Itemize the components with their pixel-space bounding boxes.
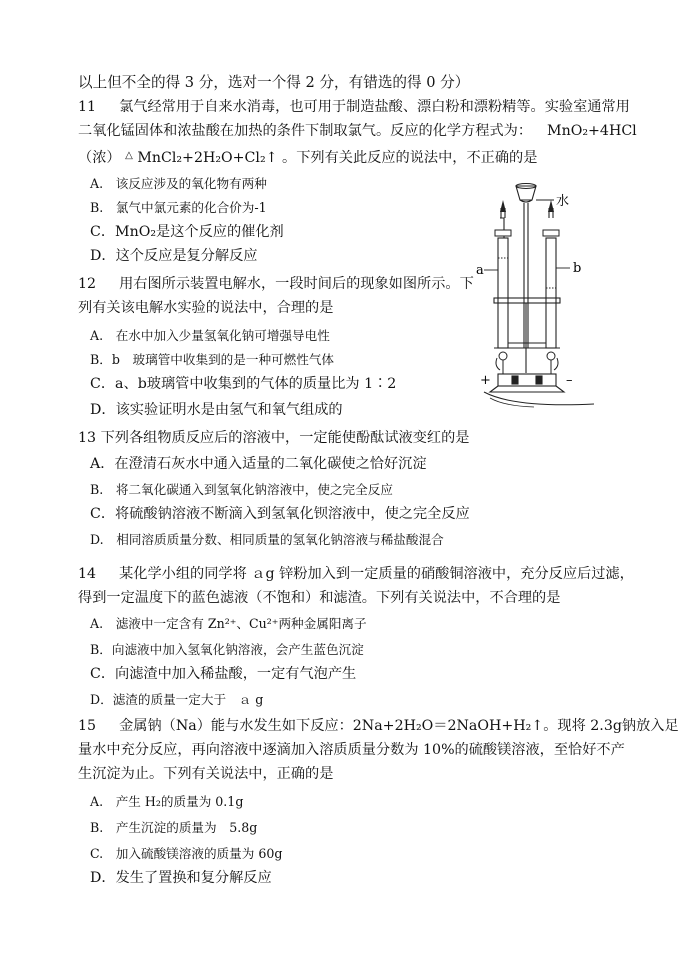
support-stand xyxy=(494,298,560,373)
q11-conc-label: （浓） xyxy=(78,150,121,166)
q15-option-b: B. 产生沉淀的质量为 5.8g xyxy=(90,820,258,835)
q11-equation-left: MnO₂+4HCl xyxy=(547,123,637,139)
apparatus-base xyxy=(490,374,564,392)
q11-equation-right: MnCl₂+2H₂O+Cl₂↑ xyxy=(137,150,278,166)
q11-option-d: D．这个反应是复分解反应 xyxy=(90,248,258,264)
tube-b xyxy=(546,208,556,348)
tube-b-label: b xyxy=(573,261,582,276)
q15-text-line-1: 金属钠（Na）能与水发生如下反应：2Na+2H₂O＝2NaOH+H₂↑。现将 2.3g钠放入足 xyxy=(119,718,679,734)
q14-option-b: B．向滤液中加入氢氧化钠溶液，会产生蓝色沉淀 xyxy=(90,642,364,657)
q13-stem xyxy=(78,428,469,448)
q12-option-c: C．a、b玻璃管中收集到的气体的质量比为 1∶2 xyxy=(90,376,397,392)
q13-text: 下列各组物质反应后的溶液中，一定能使酚酞试液变红的是 xyxy=(100,430,470,446)
q13-option-a: A．在澄清石灰水中通入适量的二氧化碳使之恰好沉淀 xyxy=(90,456,427,472)
q11-text-line-3: 。下列有关此反应的说法中，不正确的是 xyxy=(282,150,538,166)
q11-option-b: B. 氯气中氯元素的化合价为-1 xyxy=(90,200,267,215)
q12-option-a: A. 在水中加入少量氢氧化钠可增强导电性 xyxy=(90,328,330,343)
q11-number: 11 xyxy=(78,99,97,115)
bench-shadow-line xyxy=(490,398,534,407)
q15-stem-line-1 xyxy=(78,716,679,736)
q12-number: 12 xyxy=(78,276,97,292)
q12-text-line-1: 用右图所示装置电解水，一段时间后的现象如图所示。下 xyxy=(119,276,474,292)
tube-a xyxy=(498,208,508,348)
q14-text-line-1: 某化学小组的同学将 ａg 锌粉加入到一定质量的硝酸铜溶液中，充分反应后过滤， xyxy=(119,566,634,582)
q15-option-c: C. 加入硫酸镁溶液的质量为 60g xyxy=(90,846,283,861)
q14-number: 14 xyxy=(78,566,97,582)
q12-stem-line-2: 列有关该电解水实验的说法中，合理的是 xyxy=(78,300,334,316)
q12-option-d: D．该实验证明水是由氢气和氧气组成的 xyxy=(90,402,343,418)
q13-number: 13 xyxy=(78,430,97,446)
q11-heat-symbol: △ xyxy=(125,150,133,161)
q14-option-c: C．向滤渣中加入稀盐酸，一定有气泡产生 xyxy=(90,666,357,682)
q13-option-c: C．将硫酸钠溶液不断滴入到氢氧化钡溶液中，使之完全反应 xyxy=(90,506,470,522)
q12-stem-line-1 xyxy=(78,274,474,294)
q15-stem-line-3: 生沉淀为止。下列有关说法中，正确的是 xyxy=(78,766,334,782)
electrodes xyxy=(496,352,558,374)
q15-option-a: A. 产生 H₂的质量为 0.1g xyxy=(90,794,244,809)
tube-a-label: a xyxy=(476,263,484,278)
q14-stem-line-1 xyxy=(78,564,634,584)
q11-stem-line-2 xyxy=(78,121,637,141)
positive-terminal-label: + xyxy=(480,373,491,388)
electrolysis-apparatus-figure xyxy=(474,178,604,410)
q11-text-line-1: 氯气经常用于自来水消毒，也可用于制造盐酸、漂白粉和漂粉精等。实验室通常用 xyxy=(119,99,630,115)
negative-terminal-label: – xyxy=(566,373,573,388)
q14-stem-line-2: 得到一定温度下的蓝色滤液（不饱和）和滤渣。下列有关说法中，不合理的是 xyxy=(78,590,561,606)
q15-stem-line-2: 量水中充分反应，再向溶液中逐滴加入溶质质量分数为 10%的硫酸镁溶液，至恰好不产 xyxy=(78,742,625,758)
q15-number: 15 xyxy=(78,718,97,734)
q13-option-b: B. 将二氧化碳通入到氢氧化钠溶液中，使之完全反应 xyxy=(90,482,393,497)
section-instruction: 以上但不全的得 3 分，选对一个得 2 分，有错选的得 0 分） xyxy=(78,74,470,91)
q11-stem-line-3 xyxy=(78,146,537,168)
q12-option-b: B．b 玻璃管中收集到的是一种可燃性气体 xyxy=(90,352,335,367)
q11-option-c: C．MnO₂是这个反应的催化剂 xyxy=(90,224,284,240)
q11-stem-line-1 xyxy=(78,97,630,117)
q14-option-d: D．滤渣的质量一定大于 ａ g xyxy=(90,692,264,707)
bench-outline xyxy=(484,392,594,405)
q13-option-d: D. 相同溶质质量分数、相同质量的氢氧化钠溶液与稀盐酸混合 xyxy=(90,532,444,547)
q14-option-a: A. 滤液中一定含有 Zn²⁺、Cu²⁺两种金属阳离子 xyxy=(90,616,367,631)
q11-text-line-2: 二氧化锰固体和浓盐酸在加热的条件下制取氯气。反应的化学方程式为： xyxy=(78,123,533,139)
q11-option-a: A. 该反应涉及的氧化物有两种 xyxy=(90,176,267,191)
water-label: 水 xyxy=(556,194,570,209)
q15-option-d: D．发生了置换和复分解反应 xyxy=(90,870,272,886)
